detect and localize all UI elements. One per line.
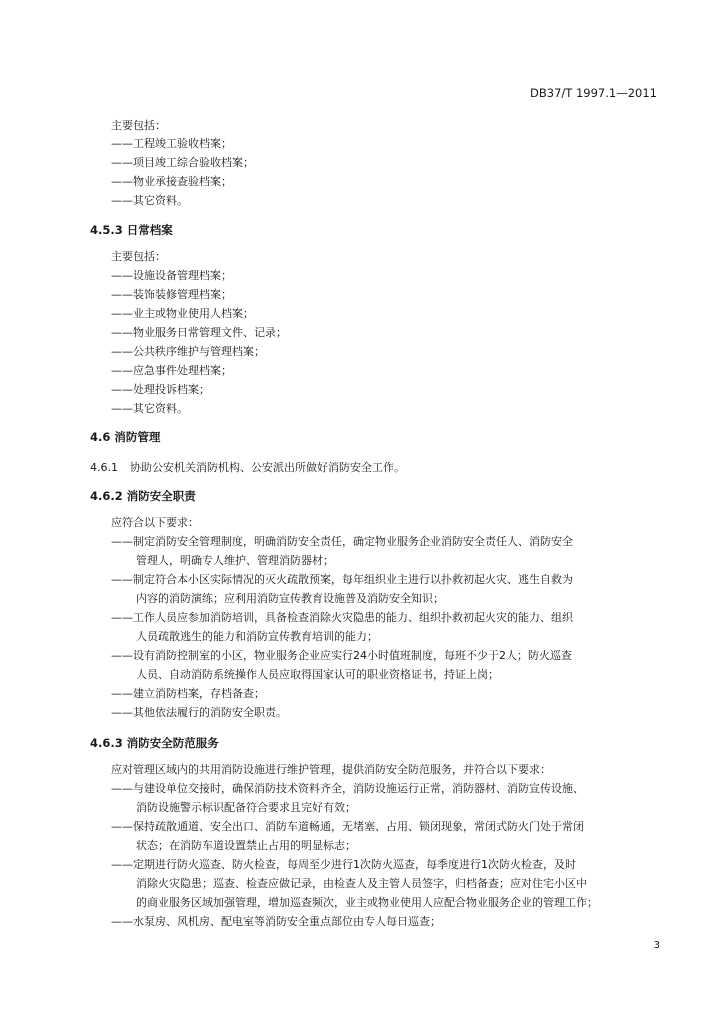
list-item-continuation: 管理人，明确专人维护、管理消防器材； (136, 554, 334, 567)
list-item-line: ——其他依法履行的消防安全职责。 (111, 706, 287, 719)
list-item: ——处理投诉档案； (111, 383, 210, 396)
list-item-line: ——制定符合本小区实际情况的灭火疏散预案，每年组织业主进行以扑救初起火灾、逃生自救为 (111, 573, 573, 586)
section-intro: 主要包括： (111, 250, 166, 263)
section-heading-4-6-3: 4.6.3 消防安全防范服务 (90, 736, 219, 750)
clause-number-4-6-1: 4.6.1 (90, 461, 118, 474)
list-item: ——物业服务日常管理文件、记录； (111, 326, 287, 339)
list-item: ——项目竣工综合验收档案； (111, 156, 254, 169)
list-item-continuation: 人员、自动消防系统操作人员应取得国家认可的职业资格证书，持证上岗； (136, 668, 499, 681)
list-item-line: ——建立消防档案，存档备查； (111, 687, 265, 700)
list-item: ——其它资料。 (111, 194, 188, 207)
section-heading-4-6: 4.6 消防管理 (90, 430, 161, 444)
list-item-line: ——水泵房、风机房、配电室等消防安全重点部位由专人每日巡查； (111, 915, 441, 928)
list-item-continuation: 的商业服务区域加强管理，增加巡查频次，业主或物业使用人应配合物业服务企业的管理工作； (136, 896, 598, 909)
list-item: ——业主或物业使用人档案； (111, 307, 254, 320)
list-item: ——工程竣工验收档案； (111, 137, 232, 150)
list-item: ——公共秩序维护与管理档案； (111, 345, 265, 358)
clause-text-4-6-1: 协助公安机关消防机构、公安派出所做好消防安全工作。 (130, 461, 405, 474)
list-item-continuation: 消防设施警示标识配备符合要求且完好有效； (136, 801, 356, 814)
section-intro: 应符合以下要求： (111, 516, 199, 529)
section-intro: 应对管理区域内的共用消防设施进行维护管理，提供消防安全防范服务，并符合以下要求： (111, 763, 551, 776)
list-item: ——应急事件处理档案； (111, 364, 232, 377)
list-item-line: ——设有消防控制室的小区，物业服务企业应实行24小时值班制度，每班不少于2人；防火巡查 (111, 649, 572, 662)
list-item-line: ——制定消防安全管理制度，明确消防安全责任，确定物业服务企业消防安全责任人、消防安全 (111, 535, 573, 548)
document-code-header: DB37/T 1997.1—2011 (530, 86, 657, 100)
list-item-line: ——与建设单位交接时，确保消防技术资料齐全，消防设施运行正常，消防器材、消防宣传设施、 (111, 782, 584, 795)
list-item: ——其它资料。 (111, 402, 188, 415)
list-item-continuation: 状态；在消防车道设置禁止占用的明显标志； (136, 839, 356, 852)
list-item: ——物业承接查验档案； (111, 175, 232, 188)
section-heading-4-5-3: 4.5.3 日常档案 (90, 223, 173, 237)
list-item-continuation: 消除火灾隐患；巡查、检查应做记录，由检查人及主管人员签字，归档备查；应对住宅小区中 (136, 877, 587, 890)
list-item: ——装饰装修管理档案； (111, 288, 232, 301)
page-number: 3 (653, 940, 660, 951)
list-item: ——设施设备管理档案； (111, 269, 232, 282)
list-item-continuation: 人员疏散逃生的能力和消防宣传教育培训的能力； (136, 630, 378, 643)
list-item-continuation: 内容的消防演练；应利用消防宣传教育设施普及消防安全知识； (136, 592, 444, 605)
list-item-line: ——保持疏散通道、安全出口、消防车道畅通，无堵塞、占用、锁闭现象，常闭式防火门处于常闭 (111, 820, 584, 833)
list-item-line: ——定期进行防火巡查、防火检查，每周至少进行1次防火巡查，每季度进行1次防火检查，及时 (111, 858, 576, 871)
list-item-line: ——工作人员应参加消防培训，具备检查消除火灾隐患的能力、组织扑救初起火灾的能力、组织 (111, 611, 573, 624)
section-intro: 主要包括： (111, 119, 166, 132)
section-heading-4-6-2: 4.6.2 消防安全职责 (90, 489, 196, 503)
